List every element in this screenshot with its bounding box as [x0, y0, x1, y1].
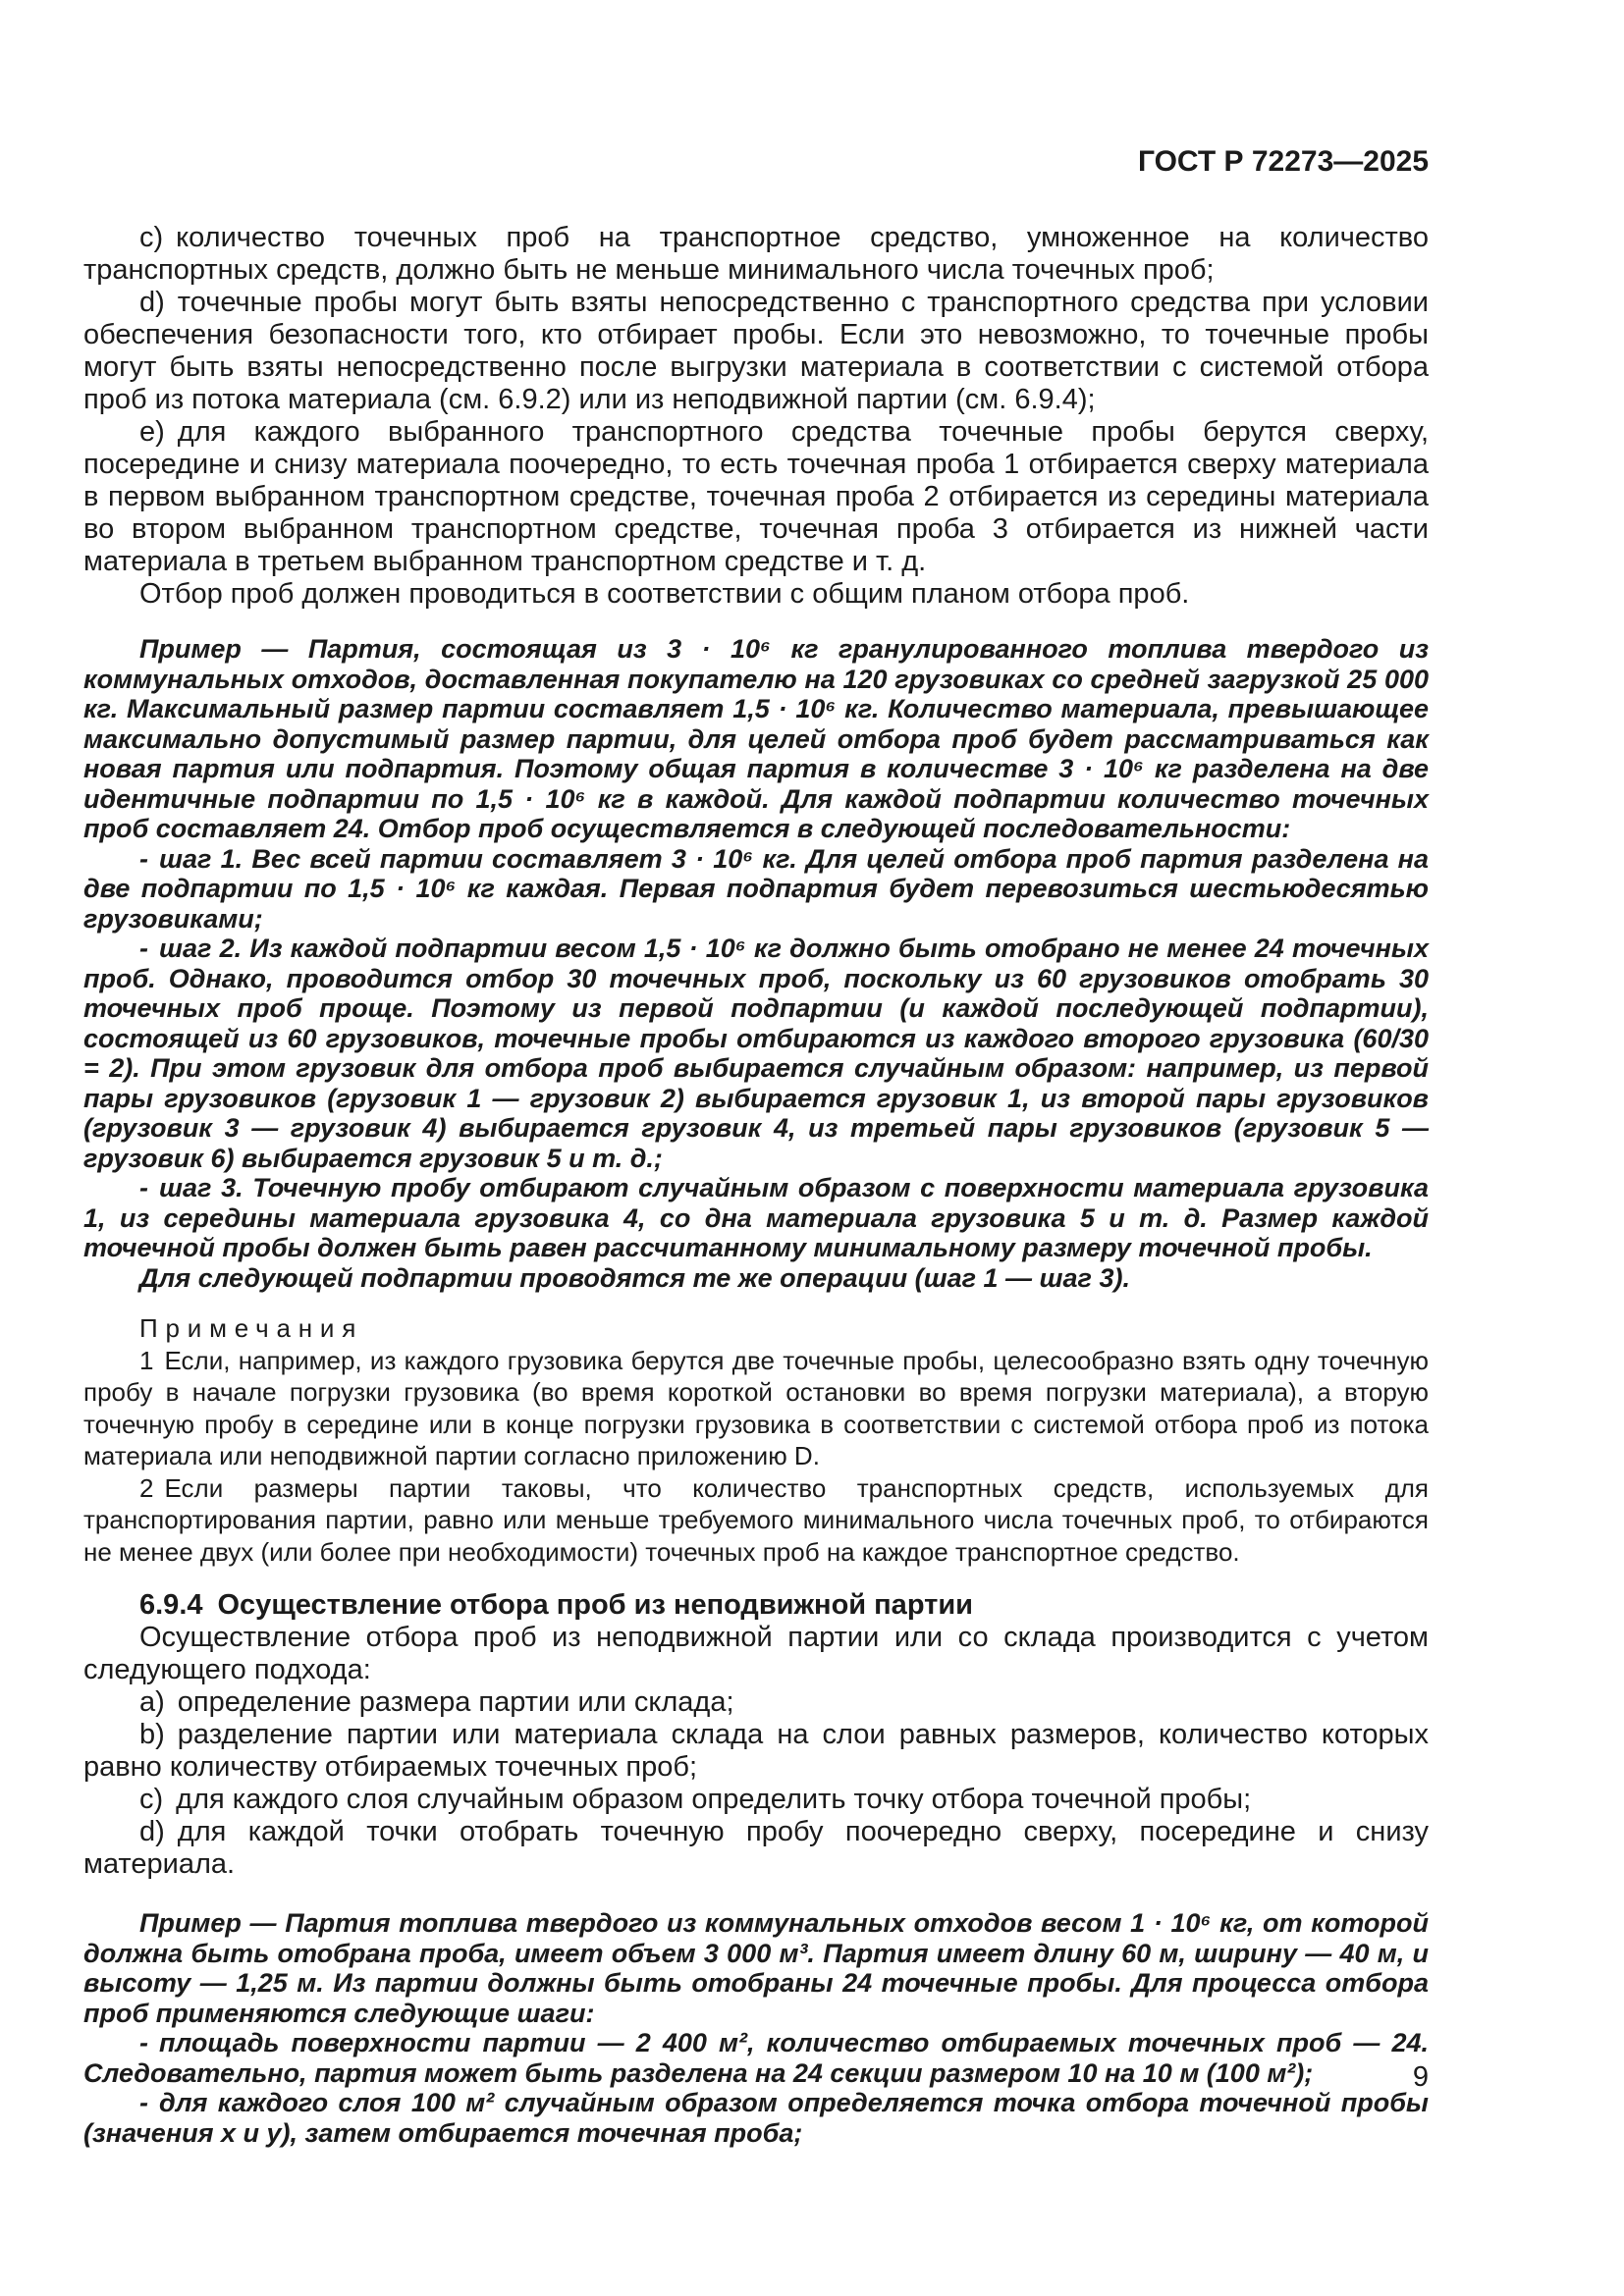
- list-item-a2-marker: a): [139, 1686, 165, 1718]
- example1-step-1-text: шаг 1. Вес всей партии составляет 3 · 10⁶ кг. Для целей отбора проб партия разделена на две подпартии по 1,5 · 10⁶ кг каждая. Первая подпартия будет перевозиться шестьюдесятью грузовиками;: [83, 843, 1429, 934]
- list-item-c: [83, 222, 1429, 287]
- example2-step-2-text: для каждого слоя 100 м² случайным образом определяется точка отбора точечной пробы (значения x и y), затем отбирается точечная проба;: [83, 2088, 1429, 2148]
- note-2-number: 2: [139, 1472, 154, 1503]
- section-intro: Осуществление отбора проб из неподвижной партии или со склада производится с учетом следующего подхода:: [83, 1622, 1429, 1685]
- list-item-d-text: точечные пробы могут быть взяты непосредственно с транспортного средства при условии обеспечения безопасности того, кто отбирает пробы. Если это невозможно, то точечные пробы могут быть взяты непосредственно после выгрузки материала в соответствии с системой отбора проб из потока материала (см. 6.9.2) или из неподвижной партии (см. 6.9.4);: [83, 287, 1429, 415]
- list-item-d: [83, 287, 1429, 416]
- section-6-9-4-body: [83, 1622, 1429, 1881]
- example1-step-3-text: шаг 3. Точечную пробу отбирают случайным образом с поверхности материала грузовика 1, из середины материала грузовика 4, со дна материала грузовика 5 и т. д. Размер каждой точечной пробы должен быть равен рассчитанному минимальному размеру точечной пробы.: [83, 1173, 1429, 1262]
- list-item-e: [83, 416, 1429, 578]
- example2-step-2: [83, 2088, 1429, 2148]
- note-1: [83, 1345, 1429, 1472]
- example1-step-3-dash: -: [139, 1173, 148, 1202]
- example1-outro: Для следующей подпартии проводятся те же операции (шаг 1 — шаг 3).: [139, 1262, 1130, 1293]
- example1-step-1: [83, 844, 1429, 934]
- example2-step-1-dash: -: [139, 2028, 148, 2057]
- list-item-b2-marker: b): [139, 1719, 165, 1750]
- list-item-c-marker: c): [139, 222, 164, 253]
- list-item-c2-marker: c): [139, 1784, 164, 1815]
- list-item-e-text: для каждого выбранного транспортного средства точечные пробы берутся сверху, посередине и снизу материала поочередно, то есть точечная проба 1 отбирается сверху материала в первом выбранном транспортном средстве, точечная проба 2 отбирается из середины материала во втором выбранном транспортном средстве, точечная проба 3 отбирается из нижней части материала в третьем выбранном транспортном средстве и т. д.: [83, 416, 1429, 577]
- para-general-plan: Отбор проб должен проводиться в соответствии с общим планом отбора проб.: [139, 578, 1190, 610]
- notes-block: [83, 1312, 1429, 1568]
- note-2-text: Если размеры партии таковы, что количество транспортных средств, используемых для транспортирования партии, равно или меньше требуемого минимального числа точечных проб, то отбираются не менее двух (или более при необходимости) точечных проб на каждое транспортное средство.: [83, 1472, 1429, 1567]
- list-item-d2: [83, 1816, 1429, 1881]
- list-item-a2-text: определение размера партии или склада;: [177, 1686, 734, 1718]
- doc-number-header: ГОСТ Р 72273—2025: [1137, 145, 1429, 178]
- example2-intro: Пример — Партия топлива твердого из коммунальных отходов весом 1 · 10⁶ кг, от которой должна быть отобрана проба, имеет объем 3 000 м³. Партия имеет длину 60 м, ширину — 40 м, и высоту — 1,25 м. Из партии должны быть отобраны 24 точечные пробы. Для процесса отбора проб применяются следующие шаги:: [83, 1908, 1429, 2028]
- list-item-e-marker: e): [139, 416, 165, 448]
- example2-step-2-dash: -: [139, 2088, 148, 2117]
- example1-step-2-text: шаг 2. Из каждой подпартии весом 1,5 · 10⁶ кг должно быть отобрано не менее 24 точечных проб. Однако, проводится отбор 30 точечных проб, поскольку из 60 грузовиков отобрать 30 точечных проб проще. Поэтому из первой подпартии (и каждой последующей подпартии), состоящей из 60 грузовиков, точечные пробы отбираются из каждого второго грузовика (60/30 = 2). При этом грузовик для отбора проб выбирается случайным образом: например, из первой пары грузовиков (грузовик 1 — грузовик 2) выбирается грузовик 1, из второй пары грузовиков (грузовик 3 — грузовик 4) выбирается грузовик 4, из третьей пары грузовиков (грузовик 5 — грузовик 6) выбирается грузовик 5 и т. д.;: [83, 934, 1429, 1173]
- example1-step-2: [83, 934, 1429, 1173]
- section-heading-6-9-4: [83, 1589, 1429, 1622]
- body-text-block: [83, 222, 1429, 611]
- note-1-text: Если, например, из каждого грузовика берутся две точечные пробы, целесообразно взять одну точечную пробу в начале погрузки грузовика (во время короткой остановки во время погрузки материала), а вторую точечную пробу в середине или в конце погрузки грузовика в соответствии с системой отбора проб из потока материала или неподвижной партии согласно приложению D.: [83, 1345, 1429, 1470]
- list-item-c-text: количество точечных проб на транспортное средство, умноженное на количество транспортных средств, должно быть не меньше минимального числа точечных проб;: [83, 222, 1429, 286]
- example1-step-1-dash: -: [139, 843, 148, 874]
- example-2: [83, 1908, 1429, 2148]
- list-item-c2-text: для каждого слоя случайным образом определить точку отбора точечной пробы;: [176, 1784, 1252, 1815]
- section-title: Осуществление отбора проб из неподвижной партии: [217, 1589, 974, 1621]
- list-item-d-marker: d): [139, 287, 165, 318]
- notes-heading: Примечания: [139, 1313, 364, 1343]
- example-1: [83, 634, 1429, 1293]
- example1-step-2-dash: -: [139, 934, 148, 963]
- list-item-d2-marker: d): [139, 1816, 165, 1847]
- example1-step-3: [83, 1173, 1429, 1263]
- list-item-b2: [83, 1719, 1429, 1784]
- page-number: 9: [1412, 2061, 1429, 2093]
- list-item-c2: [83, 1784, 1429, 1816]
- list-item-d2-text: для каждой точки отобрать точечную пробу поочередно сверху, посередине и снизу материала.: [83, 1816, 1429, 1880]
- example1-intro: Пример — Партия, состоящая из 3 · 10⁶ кг гранулированного топлива твердого из коммунальных отходов, доставленная покупателю на 120 грузовиках со средней загрузкой 25 000 кг. Максимальный размер партии составляет 1,5 · 10⁶ кг. Количество материала, превышающее максимально допустимый размер партии, для целей отбора проб будет рассматриваться как новая партия или подпартия. Поэтому общая партия в количестве 3 · 10⁶ кг разделена на две идентичные подпартии по 1,5 · 10⁶ кг в каждой. Для каждой подпартии количество точечных проб составляет 24. Отбор проб осуществляется в следующей последовательности:: [83, 634, 1429, 843]
- section-number: 6.9.4: [139, 1589, 203, 1621]
- note-1-number: 1: [139, 1345, 154, 1375]
- list-item-b2-text: разделение партии или материала склада на слои равных размеров, количество которых равно количеству отбираемых точечных проб;: [83, 1719, 1429, 1783]
- example2-step-1-text: площадь поверхности партии — 2 400 м², количество отбираемых точечных проб — 24. Следовательно, партия может быть разделена на 24 секции размером 10 на 10 м (100 м²);: [83, 2028, 1429, 2088]
- note-2: [83, 1472, 1429, 1569]
- list-item-a2: [83, 1686, 1429, 1719]
